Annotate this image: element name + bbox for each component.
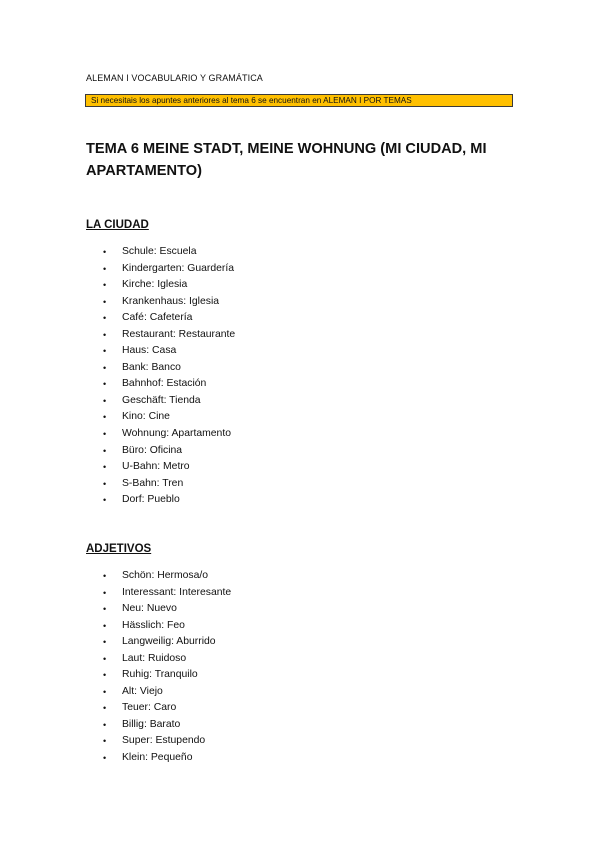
vocab-entry: Café: Cafetería <box>122 312 193 324</box>
list-item <box>103 310 235 327</box>
list-item <box>103 717 231 734</box>
course-title: ALEMAN I VOCABULARIO Y GRAMÁTICA <box>86 73 263 83</box>
bullet-icon: • <box>103 604 107 615</box>
list-item <box>103 409 235 426</box>
list-item <box>103 667 231 684</box>
vocab-entry: Bank: Banco <box>122 361 181 373</box>
bullet-icon: • <box>103 346 107 357</box>
list-item <box>103 492 235 509</box>
list-item <box>103 360 235 377</box>
vocab-entry: Super: Estupendo <box>122 735 206 747</box>
list-item <box>103 618 231 635</box>
list-item <box>103 393 235 410</box>
list-item <box>103 459 235 476</box>
list-item <box>103 568 231 585</box>
bullet-icon: • <box>103 395 107 406</box>
bullet-icon: • <box>103 462 107 473</box>
bullet-icon: • <box>103 362 107 373</box>
bullet-icon: • <box>103 247 107 257</box>
bullet-icon: • <box>103 703 107 714</box>
bullet-icon: • <box>103 670 107 681</box>
vocab-entry: Interessant: Interesante <box>122 586 232 598</box>
bullet-icon: • <box>103 412 107 423</box>
bullet-icon: • <box>103 379 107 390</box>
vocab-entry: Laut: Ruidoso <box>122 652 187 664</box>
vocab-entry: Geschäft: Tienda <box>122 394 201 406</box>
list-item <box>103 733 231 750</box>
bullet-icon: • <box>103 280 107 291</box>
list-item <box>103 443 235 460</box>
list-item <box>103 244 235 261</box>
vocab-entry: Kino: Cine <box>122 411 170 423</box>
bullet-icon: • <box>103 495 107 506</box>
vocab-entry: Ruhig: Tranquilo <box>122 669 198 681</box>
section-heading-ciudad: LA CIUDAD <box>86 219 149 231</box>
vocab-list-adjetivos <box>103 568 231 767</box>
bullet-icon: • <box>103 263 107 274</box>
vocab-entry: S-Bahn: Tren <box>122 477 184 489</box>
list-item <box>103 327 235 344</box>
bullet-icon: • <box>103 296 107 307</box>
bullet-icon: • <box>103 429 107 440</box>
vocab-entry: Bahnhof: Estación <box>122 378 207 390</box>
bullet-icon: • <box>103 329 107 340</box>
bullet-icon: • <box>103 686 107 697</box>
section-heading-adjetivos: ADJETIVOS <box>86 543 152 555</box>
vocab-entry: Büro: Oficina <box>122 444 183 456</box>
vocab-entry: Kirche: Iglesia <box>122 279 188 291</box>
list-item <box>103 585 231 602</box>
list-item <box>103 750 231 767</box>
list-item <box>103 634 231 651</box>
vocab-entry: Wohnung: Apartamento <box>122 428 231 440</box>
vocab-entry: Hässlich: Feo <box>122 619 185 631</box>
vocab-entry: Schön: Hermosa/o <box>122 570 209 581</box>
list-item <box>103 376 235 393</box>
bullet-icon: • <box>103 736 107 747</box>
page-title: TEMA 6 MEINE STADT, MEINE WOHNUNG (MI CIUDAD, MI APARTAMENTO) <box>86 141 487 179</box>
list-item <box>103 651 231 668</box>
list-item <box>103 476 235 493</box>
vocab-list-ciudad <box>103 244 235 509</box>
vocab-entry: Kindergarten: Guardería <box>122 262 235 274</box>
bullet-icon: • <box>103 653 107 664</box>
bullet-icon: • <box>103 445 107 456</box>
bullet-icon: • <box>103 313 107 324</box>
bullet-icon: • <box>103 571 107 581</box>
vocab-entry: Billig: Barato <box>122 718 181 730</box>
notice-banner: Si necesitais los apuntes anteriores al tema 6 se encuentran en ALEMAN I POR TEMAS <box>85 94 513 107</box>
vocab-entry: Dorf: Pueblo <box>122 494 180 506</box>
vocab-entry: Neu: Nuevo <box>122 603 177 615</box>
list-item <box>103 261 235 278</box>
bullet-icon: • <box>103 637 107 648</box>
vocab-entry: U-Bahn: Metro <box>122 461 190 473</box>
list-item <box>103 684 231 701</box>
bullet-icon: • <box>103 587 107 598</box>
vocab-entry: Restaurant: Restaurante <box>122 328 236 340</box>
vocab-entry: Klein: Pequeño <box>122 752 193 764</box>
list-item <box>103 277 235 294</box>
vocab-entry: Haus: Casa <box>122 345 177 357</box>
bullet-icon: • <box>103 620 107 631</box>
vocab-entry: Teuer: Caro <box>122 702 177 714</box>
vocab-entry: Schule: Escuela <box>122 246 197 257</box>
vocab-entry: Alt: Viejo <box>122 685 163 697</box>
list-item <box>103 343 235 360</box>
list-item <box>103 700 231 717</box>
vocab-entry: Krankenhaus: Iglesia <box>122 295 220 307</box>
bullet-icon: • <box>103 753 107 764</box>
list-item <box>103 601 231 618</box>
vocab-entry: Langweilig: Aburrido <box>122 636 216 648</box>
list-item <box>103 294 235 311</box>
bullet-icon: • <box>103 478 107 489</box>
bullet-icon: • <box>103 719 107 730</box>
list-item <box>103 426 235 443</box>
